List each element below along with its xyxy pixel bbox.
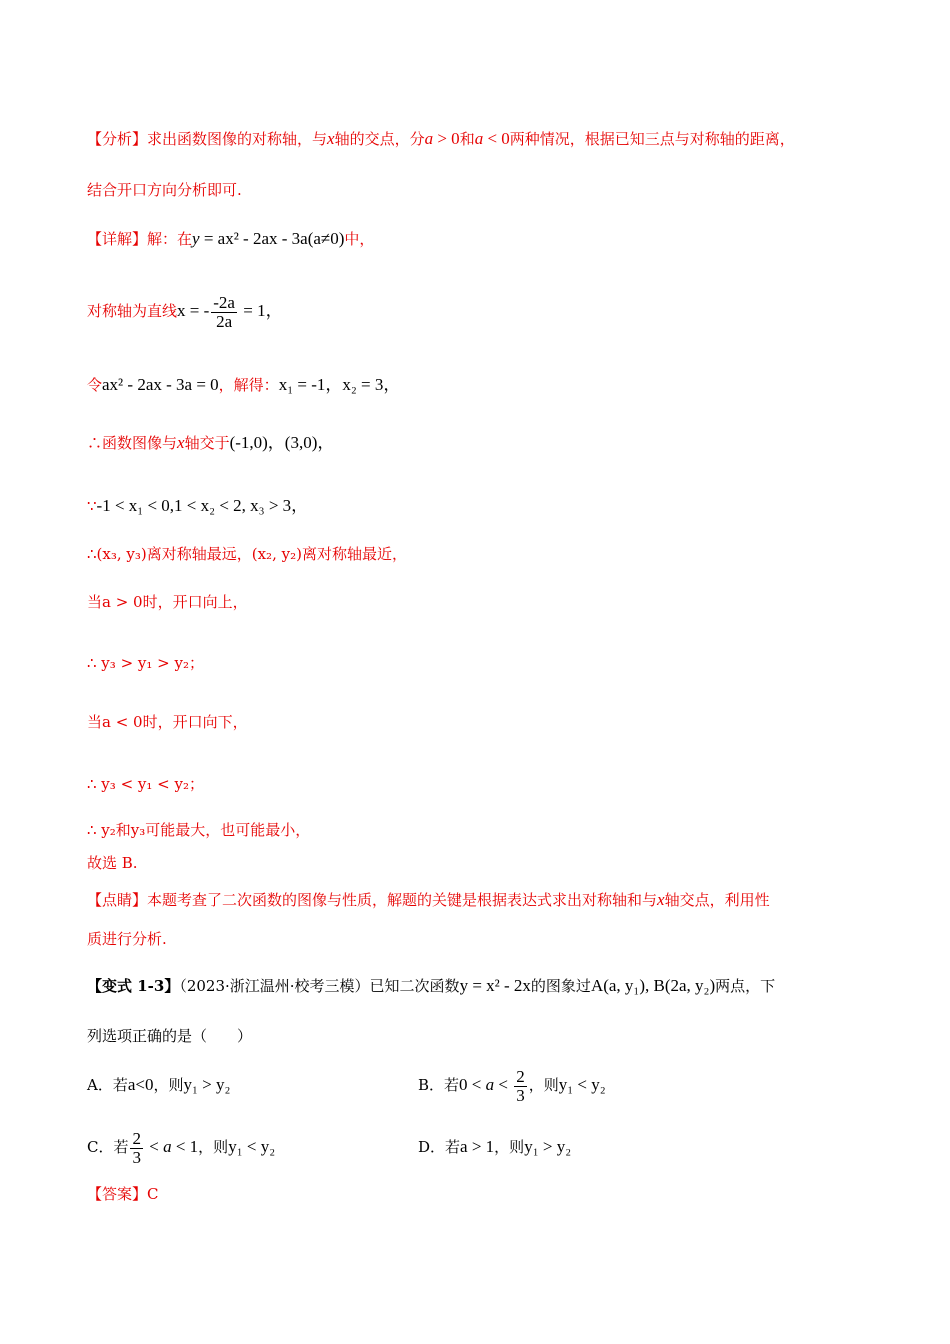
detail-axis: 对称轴为直线x = - $\frac{-2a}{2a}$ = 1， (87, 292, 283, 331)
detail-distance: ∴(x₃, y₃)离对称轴最远，(x₂, y₂)离对称轴最近， (87, 545, 407, 563)
detail-intro: 【详解】解：在y = ax² - 2ax - 3a(a≠0)中， (87, 229, 375, 248)
detail-roots: 令ax² - 2ax - 3a = 0，解得：x₁ = -1，x₂ = 3， (87, 375, 401, 394)
answer-value: C (147, 1185, 159, 1203)
detail-result-negative: ∴ y₃ < y₁ < y₂； (87, 775, 204, 793)
comment-tag: 【点睛】 (87, 891, 148, 909)
detail-because: ∵-1 < x₁ < 0,1 < x₂ < 2, x₃ > 3， (87, 496, 309, 515)
analysis-line-1: 【分析】求出函数图像的对称轴，与x轴的交点，分a > 0和a < 0两种情况，根据已知三点与对称轴的距离， (87, 129, 795, 148)
option-a[interactable]: A．若a<0，则y₁ > y₂ (87, 1075, 231, 1094)
detail-case-negative: 当a < 0时，开口向下， (87, 713, 248, 731)
detail-result-positive: ∴ y₃ > y₁ > y₂； (87, 654, 204, 672)
option-d[interactable]: D．若a > 1，则y₁ > y₂ (418, 1137, 572, 1156)
comment-line-2: 质进行分析. (87, 930, 167, 948)
detail-tag: 【详解】 (87, 230, 148, 248)
variant-tag: 【变式 1-3】 (87, 977, 180, 995)
detail-choice: 故选 B. (87, 854, 138, 872)
option-c[interactable]: C．若 $\frac{2}{3}$ < a < 1，则y₁ < y₂ (87, 1128, 276, 1167)
detail-case-positive: 当a > 0时，开口向上， (87, 593, 248, 611)
analysis-line-2: 结合开口方向分析即可. (87, 181, 242, 199)
variant-line-1: 【变式 1-3】（2023·浙江温州·校考三模）已知二次函数y = x² - 2x的图象过A(a, y₁), B(2a, y₂)两点，下 (87, 976, 776, 995)
variant-line-2: 列选项正确的是（ ） (87, 1027, 253, 1045)
detail-intersections: ∴函数图像与x轴交于(-1,0)，(3,0)， (87, 433, 335, 452)
analysis-tag: 【分析】 (87, 130, 148, 148)
answer (87, 1183, 159, 1205)
comment-line-1: 【点睛】本题考查了二次函数的图像与性质，解题的关键是根据表达式求出对称轴和与x轴交点，利用性 (87, 890, 770, 909)
answer-tag: 【答案】 (87, 1185, 148, 1203)
detail-conclusion: ∴ y₂和y₃可能最大，也可能最小， (87, 821, 311, 839)
option-b[interactable]: B．若0 < a < $\frac{2}{3}$ ，则y₁ < y₂ (418, 1066, 606, 1105)
